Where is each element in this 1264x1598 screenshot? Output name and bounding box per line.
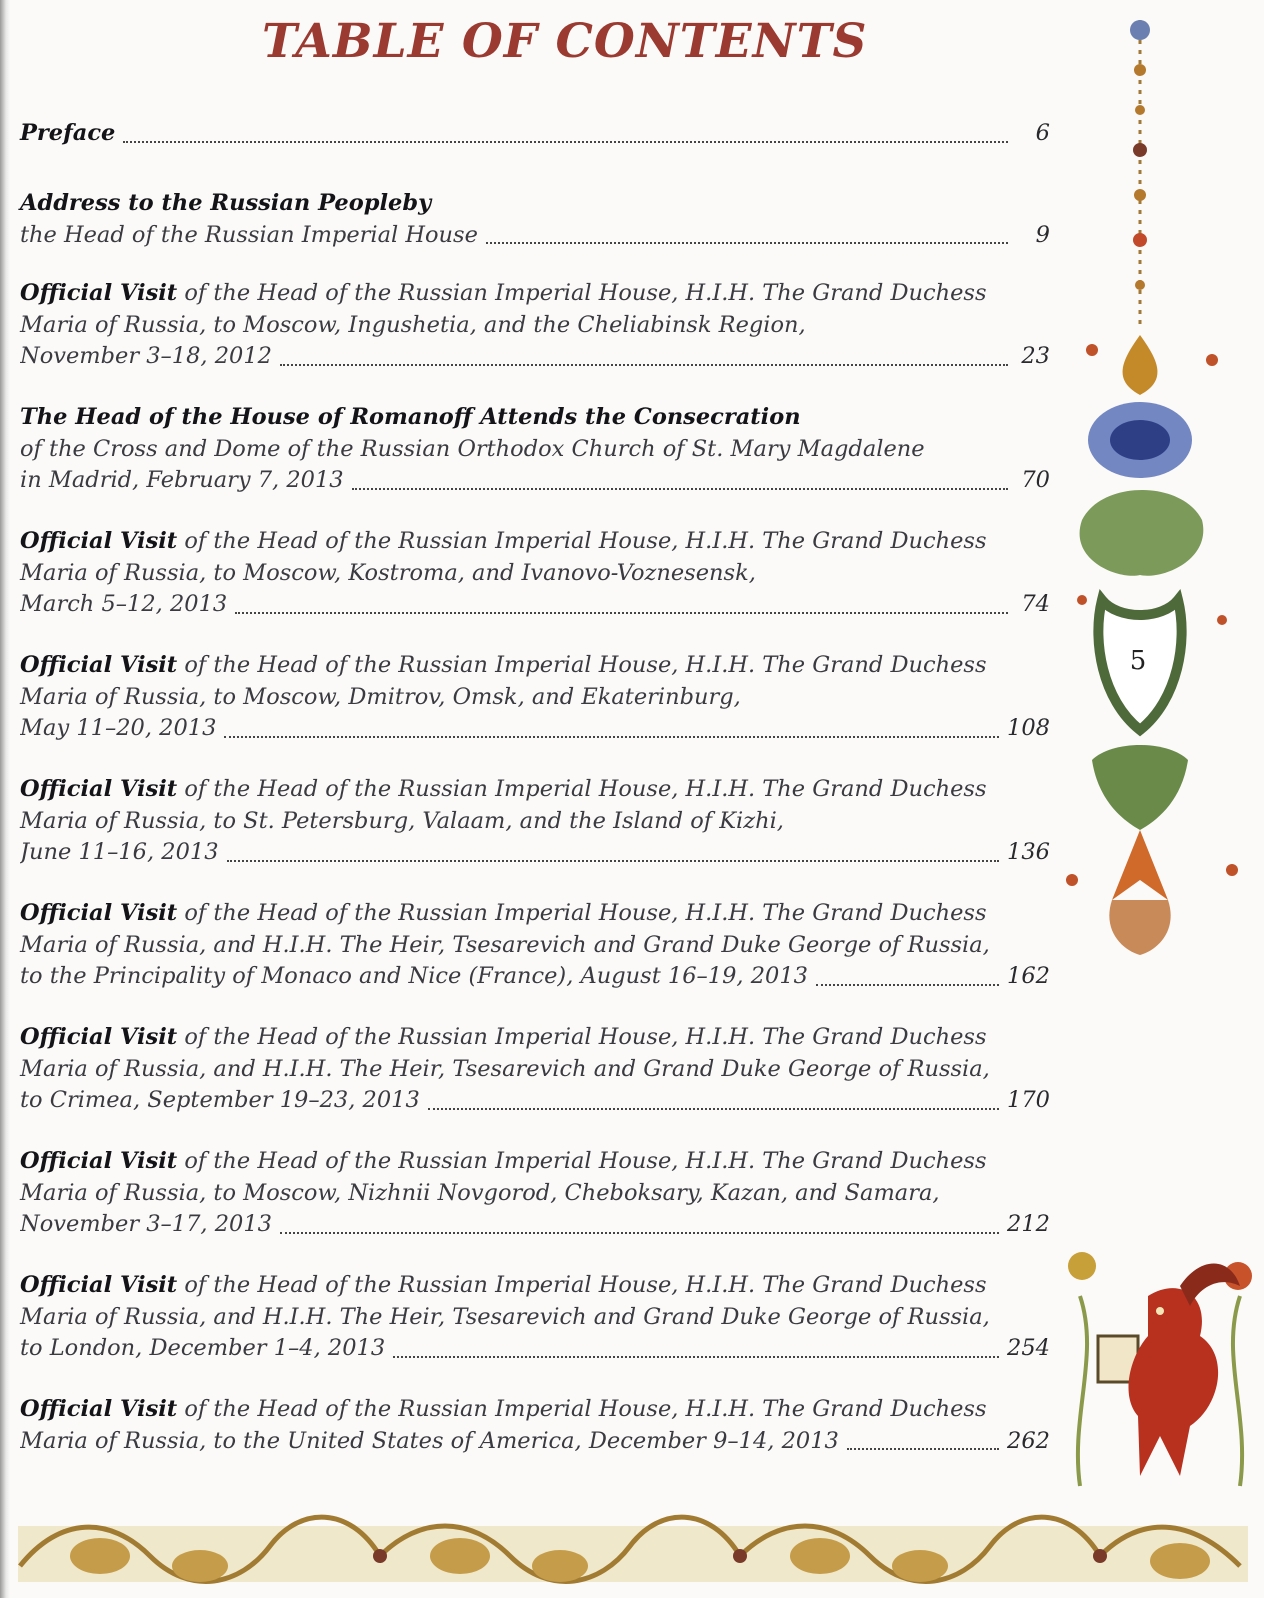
toc-entry-last-line: June 11–16, 2013 <box>20 839 219 865</box>
toc-entry-page-number: 70 <box>1021 467 1050 493</box>
toc-entry-page-number: 136 <box>1007 839 1050 865</box>
toc-entry-last-line: the Head of the Russian Imperial House <box>20 221 478 248</box>
toc-entry-heading: Official Visit <box>20 1148 178 1174</box>
toc-entry-text: of the Head of the Russian Imperial House, H.I.H. The Grand Duchess <box>177 900 987 926</box>
toc-entry[interactable] <box>20 1270 1050 1365</box>
toc-entry[interactable] <box>20 526 1050 621</box>
toc-entry[interactable] <box>20 774 1050 869</box>
bottom-ornament-border-illustration <box>0 1486 1264 1598</box>
toc-entry-page-number: 23 <box>1021 343 1050 369</box>
toc-entry-heading: Official Visit <box>20 900 178 926</box>
toc-entry-last-line: November 3–17, 2013 <box>20 1211 272 1237</box>
dot-leader <box>227 860 1000 862</box>
dot-leader <box>428 1108 999 1110</box>
toc-entry-text: of the Head of the Russian Imperial House, H.I.H. The Grand Duchess <box>177 528 987 554</box>
toc-entry-heading: Preface <box>20 120 116 146</box>
toc-entry-heading: Address to the Russian Peopleby <box>20 190 432 216</box>
toc-entry-heading: Official Visit <box>20 1024 178 1050</box>
toc-entry-line: Maria of Russia, to Moscow, Dmitrov, Omsk, and Ekaterinburg, <box>20 683 741 710</box>
toc-entry-heading: Official Visit <box>20 280 178 306</box>
dot-leader <box>280 364 1008 366</box>
toc-entry[interactable] <box>20 1394 1050 1457</box>
toc-entry-heading: Official Visit <box>20 1272 178 1298</box>
toc-entry-last-line: in Madrid, February 7, 2013 <box>20 467 344 493</box>
toc-entry-page-number: 9 <box>1035 221 1050 248</box>
toc-entry-page-number: 108 <box>1007 715 1050 741</box>
dot-leader <box>235 612 1008 614</box>
toc-entry-line: Maria of Russia, and H.I.H. The Heir, Tsesarevich and Grand Duke George of Russia, <box>20 1055 990 1082</box>
toc-entry-line: Maria of Russia, to Moscow, Ingushetia, and the Cheliabinsk Region, <box>20 311 806 338</box>
toc-entry-page-number: 262 <box>1007 1427 1050 1454</box>
toc-entry-line: of the Cross and Dome of the Russian Orthodox Church of St. Mary Magdalene <box>20 435 925 462</box>
page-title: TABLE OF CONTENTS <box>262 14 868 69</box>
toc-entry-heading: Official Visit <box>20 776 178 802</box>
toc-entry-last-line: to London, December 1–4, 2013 <box>20 1335 386 1361</box>
toc-entry-last-line: Maria of Russia, to the United States of America, December 9–14, 2013 <box>20 1427 839 1454</box>
toc-entry-heading: Official Visit <box>20 652 178 678</box>
dot-leader <box>393 1356 999 1358</box>
toc-entry-line: Maria of Russia, to Moscow, Kostroma, and Ivanovo-Voznesensk, <box>20 559 756 586</box>
toc-entry-last-line: March 5–12, 2013 <box>20 591 228 617</box>
toc-entry-line: Maria of Russia, and H.I.H. The Heir, Tsesarevich and Grand Duke George of Russia, <box>20 1303 990 1330</box>
toc-entry-text: of the Head of the Russian Imperial House, H.I.H. The Grand Duchess <box>177 1396 987 1422</box>
toc-entry-page-number: 162 <box>1007 963 1050 989</box>
toc-entry-line: Maria of Russia, to St. Petersburg, Valaam, and the Island of Kizhi, <box>20 807 784 834</box>
dot-leader <box>224 736 999 738</box>
toc-entry-page-number: 74 <box>1021 591 1050 617</box>
toc-entry-text: of the Head of the Russian Imperial House, H.I.H. The Grand Duchess <box>177 652 987 678</box>
toc-entry-text: of the Head of the Russian Imperial House, H.I.H. The Grand Duchess <box>177 1272 987 1298</box>
dot-leader <box>847 1448 999 1450</box>
toc-entry-text: of the Head of the Russian Imperial House, H.I.H. The Grand Duchess <box>177 1148 987 1174</box>
toc-entry[interactable] <box>20 650 1050 745</box>
page-edge <box>0 0 10 1598</box>
toc-entry[interactable] <box>20 1146 1050 1241</box>
griffin-ornament-illustration <box>1060 1236 1260 1496</box>
toc-entry-last-line: to the Principality of Monaco and Nice (France), August 16–19, 2013 <box>20 963 808 989</box>
toc-entry-last-line: November 3–18, 2012 <box>20 343 272 369</box>
toc-entry[interactable] <box>20 1022 1050 1117</box>
dot-leader <box>816 984 999 986</box>
toc-entry-line: Maria of Russia, and H.I.H. The Heir, Tsesarevich and Grand Duke George of Russia, <box>20 931 990 958</box>
ornament-column-illustration <box>1062 0 1252 1000</box>
toc-entry-page-number: 212 <box>1007 1211 1050 1237</box>
toc-entry-heading: Official Visit <box>20 528 178 554</box>
dot-leader <box>123 141 1008 143</box>
toc-entry[interactable] <box>20 118 1050 150</box>
toc-entry-page-number: 254 <box>1007 1335 1050 1361</box>
dot-leader <box>486 242 1008 244</box>
toc-entry-page-number: 6 <box>1035 120 1050 146</box>
toc-entry-text: of the Head of the Russian Imperial House, H.I.H. The Grand Duchess <box>177 280 987 306</box>
toc-entry[interactable] <box>20 278 1050 373</box>
dot-leader <box>280 1232 999 1234</box>
toc-entry[interactable] <box>20 898 1050 993</box>
toc-entry-heading: Official Visit <box>20 1396 178 1422</box>
toc-entry[interactable] <box>20 188 1050 251</box>
toc-entry[interactable] <box>20 402 1050 497</box>
folio-number: 5 <box>1129 646 1147 676</box>
toc-entry-text: of the Head of the Russian Imperial House, H.I.H. The Grand Duchess <box>177 1024 987 1050</box>
toc-entry-last-line: to Crimea, September 19–23, 2013 <box>20 1087 420 1113</box>
toc-entry-text: of the Head of the Russian Imperial House, H.I.H. The Grand Duchess <box>177 776 987 802</box>
dot-leader <box>352 488 1008 490</box>
toc-entry-page-number: 170 <box>1007 1087 1050 1113</box>
toc-entry-heading: The Head of the House of Romanoff Attends the Consecration <box>20 404 801 430</box>
toc-entry-line: Maria of Russia, to Moscow, Nizhnii Novgorod, Cheboksary, Kazan, and Samara, <box>20 1179 940 1206</box>
toc-entry-last-line: May 11–20, 2013 <box>20 715 217 741</box>
